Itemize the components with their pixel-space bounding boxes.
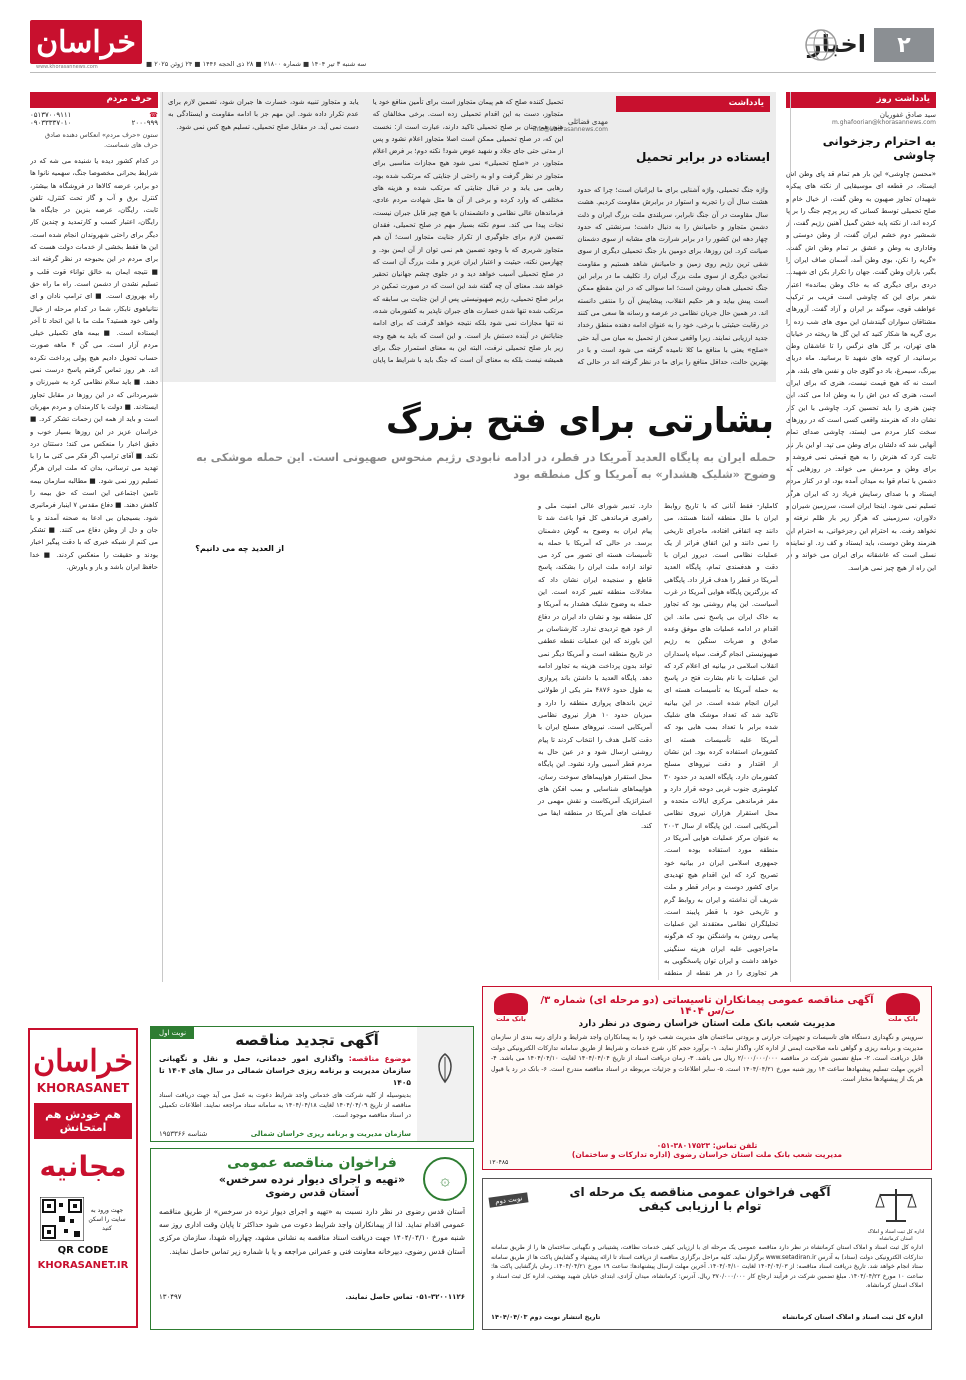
bank-ad-code: ۱۳۰۴۸۵	[489, 1159, 509, 1166]
quds-org: آستان قدس رضوی	[265, 1188, 359, 1199]
ad-tender-renewal[interactable]	[150, 1026, 474, 1142]
note-body	[168, 96, 768, 376]
dateline: سه شنبه ۳ تیر ۱۴۰۴ ■ شماره ۲۱۸۰۰ ■ ۲۸ ذی الحجه ۱۴۴۶ ■ ۲۴ ژوئن ۲۰۲۵ ■	[146, 60, 367, 68]
quds-title: فراخوان مناقصه عمومی	[227, 1155, 397, 1171]
call-emblem	[861, 1179, 931, 1249]
call-date: تاریخ انتشار نوبت دوم ۱۴۰۴/۰۴/۰۳	[491, 1313, 601, 1321]
ad-astan-quds[interactable]	[150, 1148, 474, 1330]
renewal-badge: نوبت اول	[151, 1027, 194, 1039]
people-phone1[interactable]: ۰۵۱۳۷۰۰۹۱۱۱	[30, 111, 72, 119]
note-title: ایستاده در برابر تحمیل	[636, 150, 770, 164]
quds-phone: ۰۵۱-۳۲۰۰۱۱۲۶ تماس حاصل نمایند.	[345, 1293, 465, 1301]
scales-icon	[874, 1185, 918, 1225]
knet-brand: KHORASANET	[36, 1081, 130, 1095]
note-body-text: واژه جنگ تحمیلی، واژه آشنایی برای ما ایرانیان است؛ چرا که حدود هشت سال آن را تجربه و استوار در برابرش مقاومت کردیم. هشت سال مقاومت در آن جنگ نابرابر، سربلندی ملت بزرگ ایران و ذلت دشمن متجاوز و حامیانش را به دنبال داشت؛ سرنشتی که حدود چهار دهه این کشور را در برابر شرارت های مشابه از سوی دشمنان صیانت کرد. این روزها، برای دومین بار جنگ تحمیلی دیگری از سوی شقی ترین رژیم روی زمین و حامیانش شاهد هستیم و مقاومت نمادین دیگری از سوی ملت بزرگ ایران را. تکلیف ما در برابر این جنگ تحمیلی همان روشن است؛ اما سوالی که در این مقطع ممکن است پیش بیاید و هر حکیم انقلاب، پیشاپیش آن را منتفی دانسته اند. در همین حال جریان نظامی در عرصه و رسانه ها سعی می کنند در رقابت حیثیتی با برخی، خود را به عنوان ادامه دهنده منطق رخداد جدید ارزیابی نمایند. زیرا واقعی سخن از تحمیل به میان می آید حتی «صلح» یعنی با منافع ما کلا نامیده گرفته می شود است و با در بهترین حالت، حداقل منافع را برای ما در نظر گرفته اند در حالی که تحمیل کننده صلح که هم پیمان متجاوز است برای تأمین منافع خود یا متجاوز، دست به این اقدام تحمیلی زده است. برخی مخالفان که هنوز هم چنان بر صلح تحمیلی تاکید دارند، عبارت است از: نخست این که، در صلح تحمیلی ممکن است اصلا متجاوز اعلام نشود و پس از مدتی حتی جای جلاد و شهید عوض شود! نکته دوم؛ بر فرض اعلام متجاوز، در «صلح تحمیلی» نمی شود هیچ مجازات مناسبی برای متجاوز در نظر گرفت و او به راحتی از جنایتی که مرتکب شده بود، رهایی می یابد و در قبال جنایتی که مرتکب شده و هزینه های مختلفی که وارد کرده و برخی از آن ها مثل شهادت مردم عادی، فرماندهان عالی نظامی و دانشمندان با هیچ چیز قابل جبران نیست، نجات پیدا می کند. سوم نکته بسیار مهم در صلح تحمیلی، فقدان تضمین لازم برای جلوگیری از تکرار جنایت متجاوز است؛ آن هم متجاوز شریری که با وجود تضمین هم نمی توان از آن ایمن بود. و چهارمین نکته، حیثیت و اعتبار ایران عزیز و ملت بزرگ آن است که در صلح تحمیلی آسیب خواهد دید و در جلوی چشم جهانیان تحقیر خواهد شد. معنای آن چه گفته شد این است که در صورت تمکین در برابر صلح تحمیلی، رژیم صهیونیستی پس از این جنایت بی سابقه که مرتکب شده تنها شدن خسارت های جبران ناپذیر به کشورمان شده، نه تنها مجازات نمی شود بلکه نتیجه خواهد گرفت که برای ادامه جنایاتش در آینده دستش باز است. و این است که باید به هیچ وجه زیر بار صلح تحمیلی نرفت، البته این به معنای استمرار جنگ برای همیشه نیست بلکه به معنای آن است که جنگ باید با شرایط ما پایان یابد و متجاوز تنبیه شود، خسارت ها جبران شود، تضمین لازم برای عدم تکرار داده شود. این مهم جز با ادامه مقاومت و ایستادگی به دست نمی آید. در مقابل صلح تحمیلی، تسلیم هیچ کس نمی شود.	[168, 98, 768, 367]
main-headline: بشارتی برای فتح بزرگ	[385, 401, 774, 441]
quds-body: آستان قدس رضوی در نظر دارد نسبت به «تهیه و اجرای دیوار نرده در سرخس» از طریق مناقصه عمومی اقدام نماید. لذا از پیمانکاران واجد شرایط دعوت می شود حداکثر تا پایان وقت اداری روز سه شنبه مورخ ۱۴۰۴/۰۴/۱۰ جهت دریافت اسناد مناقصه به نشانی مشهد، چهارراه شهدا، سازمان مرکزی آستان قدس رضوی، دبیرخانه معاونت فنی و عمرانی مراجعه و یا با شماره زیر تماس حاصل نمایند.	[159, 1207, 465, 1256]
qr-code-icon[interactable]	[40, 1197, 84, 1241]
main-lead: حمله ایران به پایگاه العدید آمریکا در قطر، در ادامه نابودی رژیم منحوس صهیونی است. این حمله موشکی به وضوح «شلیک هشدار» به آمریکا و کل منطقه بود	[196, 451, 776, 481]
renewal-footer-row	[159, 1130, 411, 1138]
knet-qr-label: QR CODE	[57, 1245, 109, 1256]
bank-ad-body: سرویس و نگهداری دستگاه های تاسیسات و تجهیزات حرارتی و برودتی ساختمان های مدیریت شعب خود را به پیمانکاران واجد شرایط و دارای رتبه بندی از سازمان مدیریت و برنامه ریزی و گواهی نامه صلاحیت ایمنی از اداره کار، واگذار نماید. ۱- برآورد حجم کار، شرح خدمات و شرایط از طریق سامانه تدارکات الکترونیکی دولت قابل دریافت است. ۲- مبلغ تضمین شرکت در مناقصه ۲/۰۰۰/۰۰۰/۰۰۰ ریال می باشد. ۳- زمان دریافت اسناد از تاریخ ۱۴۰۴/۰۴/۰۴ لغایت ۱۴۰۴/۰۴/۱۰ می باشد. ۴- آخرین مهلت تسلیم پیشنهادها ساعت ۱۴ روز شنبه مورخ ۱۴۰۴/۰۴/۲۱ است. ۵- سایر اطلاعات و جزئیات مربوطه در اسناد مناقصه مندرج است. ۶- بانک در رد یا قبول هر یک از پیشنهادها مختار است.	[491, 1034, 923, 1083]
renewal-subject-label: موضوع مناقصه:	[348, 1054, 411, 1063]
knet-url[interactable]: KHORASANET.IR	[37, 1260, 129, 1271]
emblem-icon	[428, 1051, 462, 1085]
khorasan-logo[interactable]: خراسان	[30, 20, 142, 64]
day-note-header: یادداشت روز	[786, 92, 936, 108]
bank-ad-title: آگهی مناقصه عمومی پیمانکاران تاسیساتی (دو مرحله ای) شماره ۳/ت/س ۱۴۰۴	[540, 995, 874, 1017]
bank-brand-name: بانک ملت	[888, 1015, 918, 1023]
renewal-emblem	[417, 1027, 473, 1141]
bank-logo-icon	[494, 993, 528, 1015]
call-title2: توام با ارزیابی کیفی	[638, 1199, 762, 1213]
note-title-spacer	[577, 96, 768, 184]
call-footer: اداره کل ثبت اسناد و املاک استان کرمانشاه	[782, 1313, 923, 1321]
main-story-head	[160, 395, 776, 505]
main-body-text: کاملیار- فقط آنانی که با تاریخ روابط ایران با ملل منطقه آشنا هستند، می دانند چه اتفاقی افتاده، ماجرای تاریخی را نمی دانند و این اتفاق فراتر از یک عملیات نظامی است. دیروز ایران با دقت و هدفمندی تمام، پایگاه العدید آمریکا در قطر را هدف قرار داد. پایگاهی که بزرگترین پایگاه هوایی آمریکا در غرب آسیاست. این پیام روشنی بود که تجاوز به خاک ایران بی پاسخ نمی ماند. این اقدام در ادامه عملیات های موفق وعده صادق و ضربات سنگین به رژیم صهیونیستی انجام گرفت. سپاه پاسداران انقلاب اسلامی در بیانیه ای اعلام کرد که این عملیات با نام بشارت فتح در پاسخ به حمله آمریکا به تأسیسات هسته ای ایران انجام شده است. در این بیانیه تاکید شد که تعداد موشک های شلیک شده برابر با تعداد بمب هایی بود که آمریکا علیه تأسیسات هسته ای کشورمان استفاده کرده بود. این نشان از اقتدار و دقت نیروهای مسلح کشورمان دارد. پایگاه العدید در حدود ۳۰ کیلومتری جنوب غربی دوحه قرار دارد و مقر فرماندهی مرکزی ایالات متحده و محل استقرار هزاران نیروی نظامی آمریکایی است. این پایگاه از سال ۲۰۰۳ به عنوان مرکز عملیات هوایی آمریکا در منطقه مورد استفاده بوده است. جمهوری اسلامی ایران در بیانیه خود تصریح کرد که این اقدام هیچ تهدیدی برای کشور دوست و برادر قطر و ملت شریف آن نداشته و ایران به روابط گرم و تاریخی خود با قطر پایبند است. تحلیلگران نظامی معتقدند این عملیات پیامی روشن به واشنگتن بود که هرگونه ماجراجویی علیه ایران هزینه سنگینی خواهد داشت و ایران توان پاسخگویی به هر تجاوزی را در هر نقطه از منطقه دارد. تدبیر شورای عالی امنیت ملی و راهبری فرماندهی کل قوا باعث شد تا پیام ایران به وضوح به گوش دشمنان برسد. در حالی که آمریکا با حمله به تأسیسات هسته ای تصور می کرد می تواند اراده ملت ایران را بشکند، پاسخ قاطع و سنجیده ایران نشان داد که معادلات منطقه تغییر کرده است. این حمله به وضوح شلیک هشدار به آمریکا و کل منطقه بود و نشان داد ایران در دفاع از خود هیچ تردیدی ندارد. کارشناسان بر این باورند که این عملیات نقطه عطفی در تاریخ منطقه است و آمریکا دیگر نمی تواند بدون پرداخت هزینه به تجاوز ادامه دهد. پایگاه العدید با داشتن باند پروازی به طول حدود ۴۸۷۶ متر یکی از طولانی ترین باندهای پروازی منطقه را دارد و میزبان حدود ۱۰ هزار نیروی نظامی آمریکایی است. نیروهای مسلح ایران با دقت کامل هدف را انتخاب کردند تا پیام روشنی ارسال شود و در عین حال به مردم قطر آسیبی وارد نشود. این پایگاه محل استقرار هواپیماهای سوخت رسان، هواپیماهای شناسایی و بمب افکن های استراتژیک آمریکاست و نقش مهمی در عملیات های آمریکا در منطقه ایفا می کند.	[538, 502, 778, 978]
people-column	[30, 92, 158, 992]
bank-ad-subtitle: مدیریت شعب بانک ملت استان خراسان رضوی در نظر دارد	[578, 1019, 836, 1029]
header-divider	[30, 72, 936, 73]
call-badge: نوبت دوم	[488, 1192, 528, 1207]
people-sms[interactable]: ۲۰۰۰۹۹۹	[131, 119, 158, 127]
bank-brand-name: بانک ملت	[496, 1015, 526, 1023]
main-subhead: از العدید چه می دانیم؟	[172, 542, 284, 555]
call-body: اداره کل ثبت اسناد و املاک استان کرمانشاه در نظر دارد مناقصه عمومی یک مرحله ای با ارزیابی کیفی خدمات نظافت، پشتیبانی و نگهبانی ساختمان ها را از طریق سامانه تدارکات الکترونیکی دولت (ستاد) به آدرس www.setadiran.ir برگزار نماید. کلیه مراحل برگزاری مناقصه از دریافت اسناد تا ارائه پیشنهاد و گشایش پاکت ها از طریق سامانه ستاد انجام خواهد شد. تاریخ دریافت اسناد مناقصه: از ۱۴۰۴/۰۴/۰۳ لغایت ۱۴۰۴/۰۴/۱۰. آخرین مهلت ارسال پیشنهادها: ساعت ۱۹ مورخ ۱۴۰۴/۰۴/۲۱. زمان بازگشایی پاکت ها: ساعت ۱۰ مورخ ۱۴۰۴/۰۴/۲۲. مبلغ تضمین شرکت در فرآیند ارجاع کار ۳۷۰/۰۰۰/۰۰۰ ریال. آدرس: کرمانشاه، میدان آزادی، ابتدای خیابان شهید بهشتی، اداره کل ثبت اسناد و املاک استان کرمانشاه.	[491, 1244, 923, 1289]
bank-brand-left	[489, 993, 533, 1023]
knet-tagline: هم خودش هم امتحانش	[34, 1103, 132, 1139]
people-body: در کدام کشور دیده یا شنیده می شه که در شرایط بحرانی مخصوصا جنگ، سهمیه نانوا ها دو برابر، عرضه کالاها در فروشگاه ها بیشتر، کنترل برق و آب و گاز تحت کنترل، تلفن ثابت، رایگان، عرضه بنزین در جایگاه ها رایگان، اعتبار کسب و کارتمدید و چندین کار دیگر برای راحتی شهروندان انجام شده است. این ها فقط بخشی از خدمات دولت هست که برای مردم در این بحبوحه در نظر گرفته اند. ■ نتیجه ایمان به خالق تواناء قوت قلب و تسلیم نشدن از دشمن است. راه ما راه حق راه بهروزی است. ■ ای ترامپ نادان و ای نتانیاهوی نابکار، شما در کدام مرحله از خیال واهی خود هستید؟ ملت ما با این اتحاد تا آخر ایستاده است. ■ بیمه های تکمیلی خیلی مردم آزار است. می گن ۴ ماهه صورت حساب تحویل دادیم هیچ پولی پرداخت نکرده اند. هر روز تماس گرفتم پاسخ درست نمی دهند. ■ باید سلام نظامی کرد به شیرزنان و شیرمردانی که در این روزها در مقابل تجاوز ایستادند. ■ دولت با کارمندان و مردم مهربان است و باید از همه این زحمات تشکر کرد. ■ خراسان عزیز در این روزها بسیار خوب و دقیق اخبار را منعکس می کند؛ دستتان درد نکند. ■ آقای ترامپ اگر فکر می کنی ما را با تهدید می ترسانی، بدان که ملت ایران هرگز تسلیم زور نمی شود. ■ مطالبه سازمان بیمه تامین اجتماعی این است که حق بیمه را کاهش دهند. ■ دفاع مقدس ۷ اینبار فرمانبری شود. بسیجیان بی ادعا به صحنه آمدند و با جان و دل از وطن دفاع می کنند. ■ تشکر می کنم از شبکه خبری که با دقت پیگیر اخبار بودند و حقیقت را منعکس کردند. ■ خدا حافظ ایران باشد و یار و یاورش.	[30, 157, 158, 571]
section-number-box	[874, 28, 934, 62]
logo-website: www.khorasannews.com	[36, 64, 98, 70]
day-note-email: m.ghafoorian@khorasannews.com	[831, 119, 936, 126]
bank-logo-icon	[886, 993, 920, 1015]
section-number: ۲	[897, 32, 911, 58]
quds-footer-row	[159, 1293, 465, 1301]
main-body	[160, 500, 778, 980]
quds-title2: «تهیه و اجرای دیوار نرده سرخس»	[218, 1173, 406, 1186]
day-note-title: به احترام رجزخوانی چاوشی	[822, 134, 936, 162]
renewal-subject-block	[159, 1053, 411, 1089]
note-email: info@khorasannews.com	[532, 126, 608, 133]
page-header	[0, 0, 966, 86]
quds-code: ۱۳۰۴۹۷	[159, 1293, 182, 1301]
phone-icon: ☎	[149, 111, 158, 119]
renewal-code: شناسه ۱۹۵۳۳۶۶	[159, 1130, 208, 1138]
day-note-body: «محسن چاوشی» این بار هم تمام قد پای وطن اش ایستاد، در قطعه ای موسیقایی از نکته های پیکره شهیدان تجاوز صهیون به وطن گفت، از خیال خام و صلح تحمیلی توسط کسانی که زیر پرچم جنگ را بر پا کرده اند، از نکته پایه خشن گمیل آهنین رژیم گفت، از شمشیر دوم خشم ایران گفت، از وطن دوستی و وفاداری به وطن و عشق بر تمام وطن اش گفت. «گریه را نکن، بوی وطن آمد، آسمان صاف ایران را بگیر، یاران وطن گفت. جهان را تکرار بکن ای شهید... دردی برای دیگری که به خاک وطن بمانده» اعتبار شعر برای این که چاوشی است قریب بر ترکیب عواطف قوی، سوگند بر ایران و آزاد گفت. آزورهای مشتاقان سواران گیندشان این موی های شب زده را بری گریه ها شکار کنید که این گل ها ریخته در خیابان های تهران، بر گل های نرگس را تا عاشقان وطن برسانید، از کوچه های شهید تا برسانید. ماه دریای بیرنگ، سیمرغ، باد دو گلوی جان و نفس های بلند، هنر است نه که هیچ قیمت نیست، هنری که برای ایران است، هنری که دین اش را به وطن ادا می کند، این چنین هنری را باید تحسین کرد. چاوشی با این کار نشان داد که هنرمند واقعی کسی است که در روزهای سخت کنار مردم می ایستد، چاوشی صدای تمام آنهایی شد که دلشان برای وطن می تپد. او این بار نیز ثابت کرد که هنرش را به هیچ قیمتی نمی فروشد و برای وطن و مردمش می خواند. در روزهایی که دشمن با تمام قوا به میدان آمده بود، او در کنار مردم ایستاد و با صدای رسایش فریاد زد که ایران هرگز تسلیم نمی شود. اینجا ایران است، سرزمین شیران و دلاوران، سرزمینی که هرگز زیر بار ظلم نرفته و نخواهد رفت. به احترام این رجزخوانی، به احترام این هنرمند وطن دوست، باید ایستاد و کف زد. او نماینده نسلی است که عاشقانه برای ایران می خواند و در این راه از هیچ چیز نمی هراسد.	[786, 170, 936, 572]
renewal-body: بدینوسیله از کلیه شرکت های خدماتی واجد شرایط دعوت به عمل می آید جهت دریافت اسناد مناقصه از تاریخ ۱۴۰۴/۰۴/۰۹ لغایت ۱۴۰۴/۰۴/۱۸ به سامانه ستاد مراجعه نمایند. اطلاعات تکمیلی در اسناد مناقصه موجود است.	[159, 1092, 411, 1119]
call-footer-row	[491, 1313, 923, 1321]
globe-icon	[804, 28, 838, 62]
note-author: مهدی فضائلی	[567, 118, 608, 126]
column-divider	[162, 92, 163, 982]
people-header: حرف مردم	[30, 92, 158, 108]
bank-ad-footer: مدیریت شعب بانک ملت استان خراسان رضوی (اداره تدارکات و ساختمان)	[571, 1150, 843, 1159]
knet-logo: خراسان	[33, 1044, 133, 1079]
knet-qr-hint: جهت ورود به سایت را اسکن کنید	[88, 1206, 126, 1232]
note-header: یادداشت	[616, 96, 770, 112]
people-intro: ستون «حرف مردم» انعکاس دهنده صادق حرف های شماست.	[45, 131, 158, 149]
day-note-column	[786, 92, 936, 992]
renewal-title: آگهی تجدید مناقصه	[235, 1031, 379, 1049]
section-name: اخبار	[807, 30, 866, 58]
call-org: اداره کل ثبت اسناد و املاک استان کرمانشاه	[867, 1229, 925, 1242]
column-divider	[790, 92, 791, 982]
astan-quds-logo-icon: ۞	[423, 1157, 467, 1201]
call-title: آگهی فراخوان عمومی مناقصه یک مرحله ای	[569, 1185, 831, 1199]
knet-big-word: مجانیه	[39, 1150, 127, 1183]
bank-ad-phone: تلفن تماس: ۳۸۰۱۷۵۲۳-۰۵۱	[656, 1141, 758, 1150]
day-note-author: سید صادق غفوریان	[879, 111, 936, 119]
ad-bank-mellat[interactable]	[482, 986, 932, 1170]
people-phone2[interactable]: ۰۹۰۳۳۳۳۷۰۱۰	[30, 119, 72, 127]
bank-brand	[881, 993, 925, 1023]
renewal-subject: واگذاری امور خدماتی، حمل و نقل و نگهبانی سازمان مدیریت و برنامه ریزی خراسان شمالی در سال های ۱۴۰۴ تا ۱۴۰۵	[159, 1054, 411, 1087]
people-contact	[30, 111, 158, 119]
ad-khorasanet[interactable]	[28, 1028, 138, 1328]
ad-public-call[interactable]	[482, 1178, 932, 1330]
renewal-footer: سازمان مدیریت و برنامه ریزی خراسان شمالی	[250, 1130, 411, 1138]
knet-qr-row	[30, 1197, 136, 1241]
people-contact-2	[30, 119, 158, 127]
